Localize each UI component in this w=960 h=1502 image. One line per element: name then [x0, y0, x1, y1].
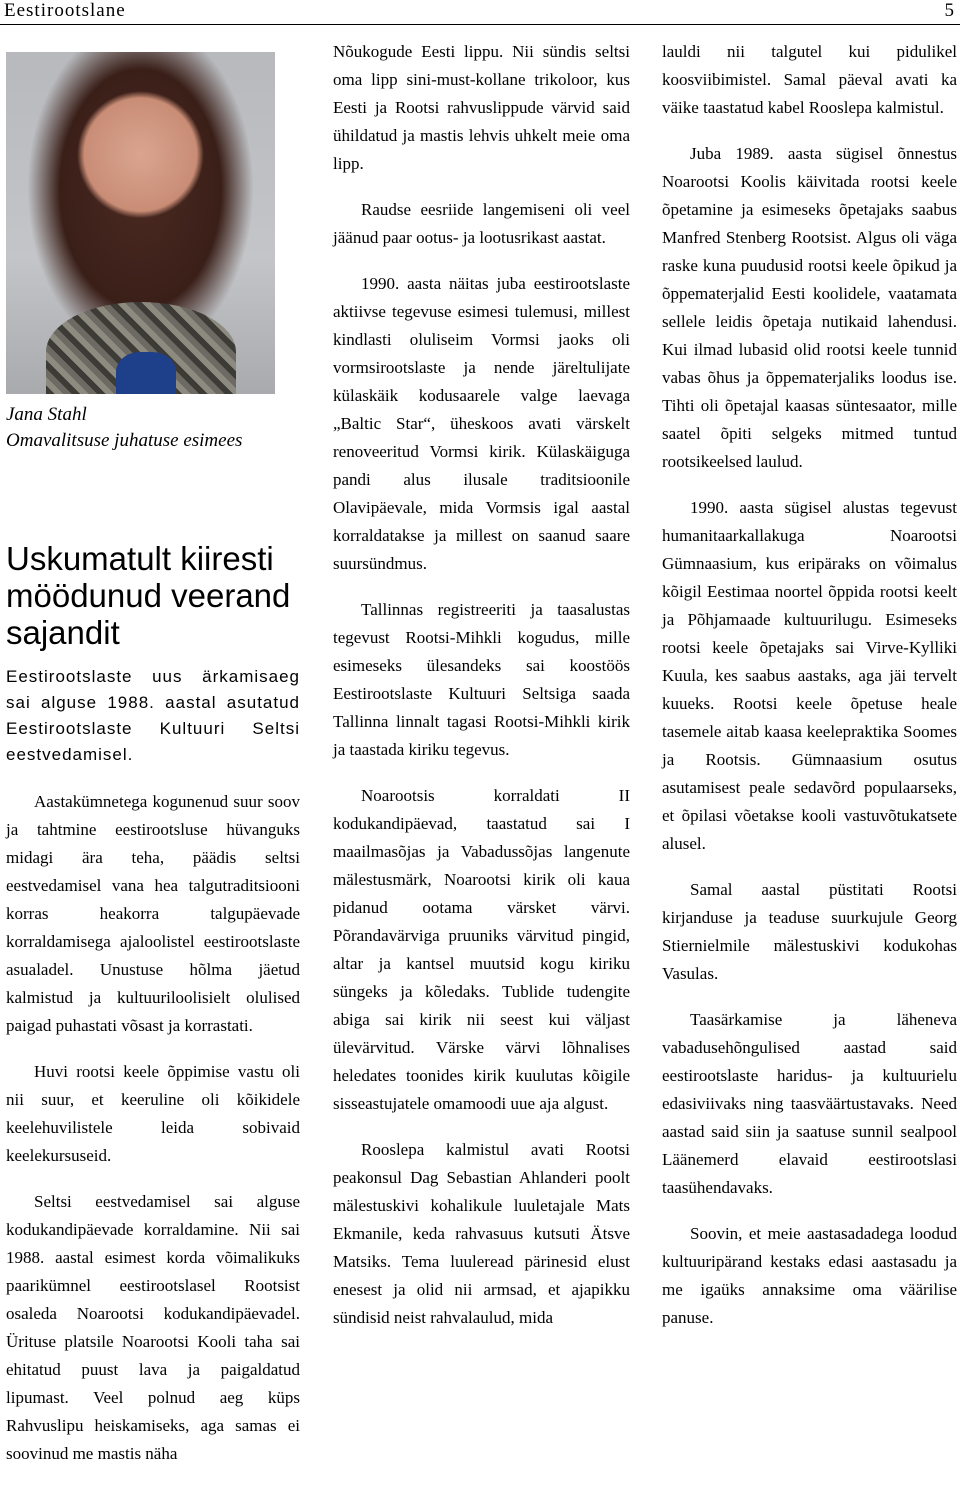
header-rule	[0, 24, 960, 25]
caption-name: Jana Stahl	[6, 404, 87, 425]
portrait-photo	[6, 52, 275, 394]
paragraph: 1990. aasta sügisel alustas tegevust humanitaarkallakuga Noarootsi Gümnaasium, kus eripäraks on võimalus kõigil Eestimaa noortel õppida rootsi keelt ja Põhjamaade kultuurilugu. Esimeseks rootsi keele õpetajaks sai Virve-Kylliki Kuula, kes saabus aastaks, aga jäi tervelt kuueks. Rootsi keele õpetuse heale tasemele aitab kaasa keelepraktika Soomes ja Rootsis. Gümnaasium osutus asutamisest peale sedavõrd populaarseks, et õpilasi võetakse kooli vastuvõtukatsete alusel.	[662, 498, 957, 853]
article-title: Uskumatult kiiresti möödunud veerand sajandit	[6, 540, 291, 651]
paragraph: Nõukogude Eesti lippu. Nii sündis seltsi oma lipp sini-must-kollane trikoloor, kus Eesti ja Rootsi rahvuslippude värvid said ühildatud ja mastis lehvis uhkelt meie oma lipp.	[333, 42, 630, 173]
page-header	[0, 0, 960, 24]
paragraph: Taasärkamise ja läheneva vabadusehõngulised aastad said eestirootslaste haridus- ja kultuurielu edasiviivaks ning taasväärtustavaks. Need aastad said siin ja saatuse sunnil sealpool Läänemerd elavaid eestirootslasi taasühendavaks.	[662, 1010, 957, 1197]
photo-shirt	[116, 352, 176, 394]
article-lead: Eestirootslaste uus ärkamisaeg sai alguse 1988. aastal asutatud Eestirootslaste Kultuuri Seltsi eestvedamisel.	[6, 667, 300, 764]
paragraph: Tallinnas registreeriti ja taasalustas tegevust Rootsi-Mihkli kogudus, mille esimeseks ülesandeks sai koostöös Eestirootslaste Kultuuri Seltsiga saada Tallinna linnalt tagasi Rootsi-Mihkli kirik ja taastada kiriku tegevus.	[333, 600, 630, 759]
photo-caption	[6, 402, 300, 454]
paragraph: Aastakümnetega kogunenud suur soov ja tahtmine eestirootsluse hüvanguks midagi ära teha, päädis seltsi eestvedamisel vana hea talgutraditsiooni korras heakorra talgupäevade korraldamisega ajaloolistel eestirootslaste asualadel. Unustuse hõlma jäetud kalmistud ja kultuuriloolisielt olulised paigad puhastati võsast ja korrastati.	[6, 792, 300, 1035]
paragraph: Seltsi eestvedamisel sai alguse kodukandipäevade korraldamine. Nii sai 1988. aastal esimest korda võimalikuks paarikümnel eestirootslasel Rootsist osaleda Noarootsi kodukandipäevadel. Ürituse platsile Noarootsi Kooli taha sai ehitatud puust lava ja paigaldatud lipumast. Veel polnud aeg küps Rahvuslipu heiskamiseks, aga samas ei soovinud me mastis näha	[6, 1192, 300, 1463]
paragraph: Juba 1989. aasta sügisel õnnestus Noarootsi Koolis käivitada rootsi keele õpetamine ja esimeseks õpetajaks saabus Manfred Stenberg Rootsist. Algus oli väga raske kuna puudusid rootsi keele õpikud ja õppematerjalid Eesti koolidele, vaatamata sellele leidis õpetaja nutikaid lahendusi. Kui ilmad lubasid olid rootsi keele tunnid vabas õhus ja õppematerjaliks loodus ise. Tihti oli õpetajal kaasas süntesaator, mille saatel õpiti selgeks mitmed tuntud rootsikeelsed laulud.	[662, 144, 957, 471]
column-3	[662, 38, 957, 1350]
paragraph: Samal aastal püstitati Rootsi kirjanduse ja teaduse suurkujule Georg Stiernielmile mälestuskivi kodukohas Vasulas.	[662, 880, 957, 983]
paragraph: Noarootsis korraldati II kodukandipäevad, taastatud sai I maailmasõjas ja Vabadussõjas langenute mälestusmärk, Noarootsi kirik oli kaua pidanud ootama värsket värvi. Põrandavärviga pruuniks värvitud pingid, altar ja kantsel muutsid kogu kiriku süngeks ja kõledaks. Tublide tudengite abiga sai kirik nii seest kui väljast ülevärvitud. Värske värvi lõhnalises heledates toonides kirik kuulutas kõigile sisseastujatele omamoodi uue aja algust.	[333, 786, 630, 1113]
paragraph: 1990. aasta näitas juba eestirootslaste aktiivse tegevuse esimesi tulemusi, millest kindlasti oluliseim Vormsi jaoks oli vormsirootslaste ja nende järeltulijate külaskäik kodusaarele valge laevaga „Baltic Star“, üheskoos avati värskelt renoveeritud Vormsi kirik. Külaskäiguga pandi alus ilusale traditsioonile Olavipäevale, mida Vormsis igal aastal korraldatakse ja millest on saanud saare suursündmus.	[333, 274, 630, 573]
caption-role: Omavalitsuse juhatuse esimees	[6, 430, 243, 451]
paragraph: Soovin, et meie aastasadadega loodud kultuuripärand kestaks edasi aastasadu ja me igaüks annaksime oma väärilise panuse.	[662, 1224, 957, 1327]
column-1	[6, 788, 300, 1486]
column-2	[333, 38, 630, 1350]
paragraph: lauldi nii talgutel kui pidulikel koosviibimistel. Samal päeval avati ka väike taastatud kabel Rooslepa kalmistul.	[662, 42, 957, 117]
page-number: 5	[944, 0, 954, 21]
publication-name: Eestirootslane	[4, 0, 126, 21]
paragraph: Rooslepa kalmistul avati Rootsi peakonsul Dag Sebastian Ahlanderi poolt mälestuskivi kohalikule luuletajale Mats Ekmanile, keda rahvasuus kutsuti Ätsve Matsiks. Tema luuleread pärinesid elust enesest ja olid nii armsad, et ajapikku sündisid neist rahvalaulud, mida	[333, 1140, 630, 1327]
paragraph: Huvi rootsi keele õppimise vastu oli nii suur, et keeruline oli kõikidele keelehuvilistele leida sobivaid keelekursuseid.	[6, 1062, 300, 1165]
paragraph: Raudse eesriide langemiseni oli veel jäänud paar ootus- ja lootusrikast aastat.	[333, 200, 630, 247]
